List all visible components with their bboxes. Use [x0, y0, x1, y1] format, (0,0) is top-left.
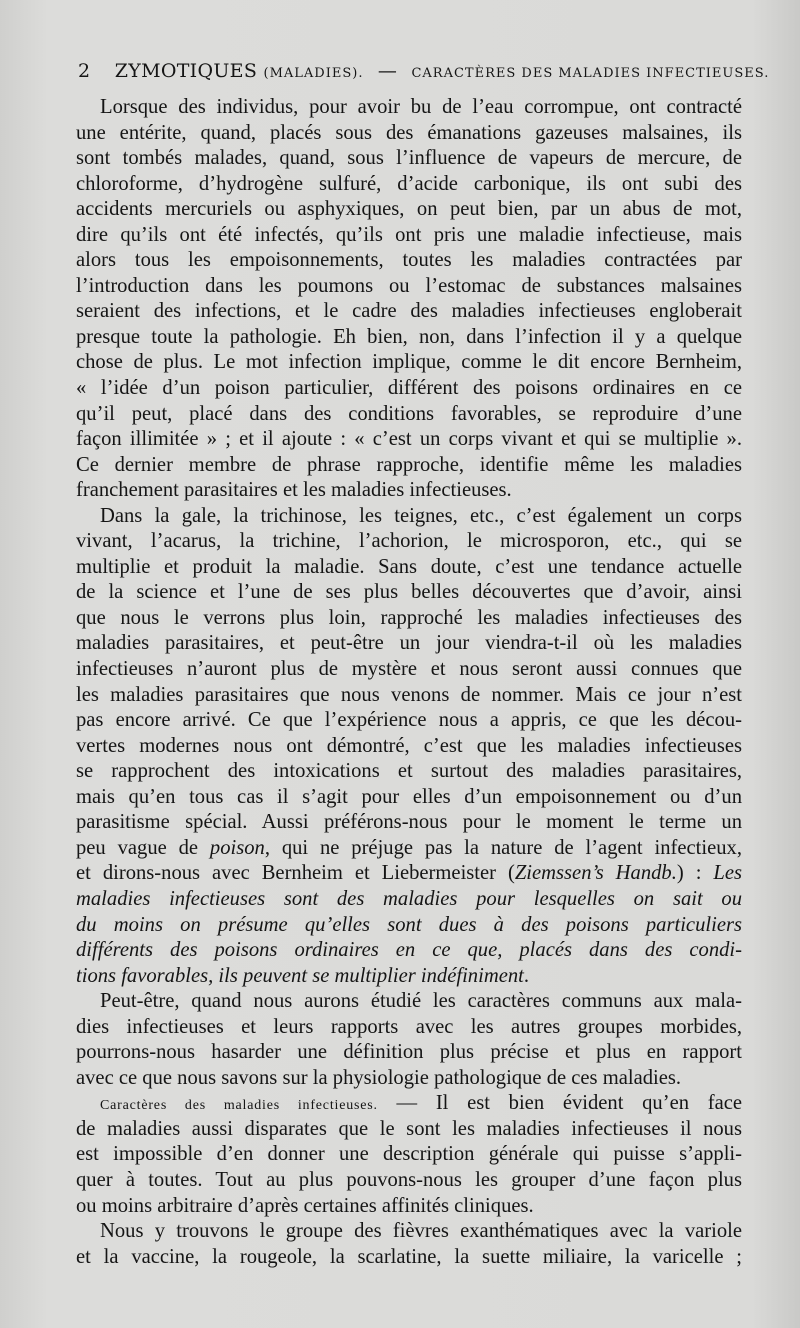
- text-segment: Caractères des maladies infectieuses.: [100, 1098, 378, 1114]
- text-segment: dire qu’ils ont été infectés, qu’ils ont pris une maladie infectieuse, mais: [76, 223, 742, 246]
- text-segment: que nous le verrons plus loin, rapproché les maladies infectieuses des: [76, 606, 742, 629]
- text-line: [76, 657, 742, 683]
- text-segment: chloroforme, d’hydrogène sulfuré, d’acide carbonique, ils ont subi des: [76, 172, 742, 195]
- text-segment: peu vague de: [76, 836, 210, 859]
- text-segment: qu’il peut, placé dans des conditions favorables, se reproduire d’une: [76, 402, 742, 425]
- page-number: 2: [78, 60, 91, 82]
- text-line: [76, 1066, 742, 1092]
- text-line: [76, 427, 742, 453]
- text-line: [76, 1194, 742, 1220]
- text-segment: façon illimitée » ; et il ajoute : « c’est un corps vivant et qui se multiplie ».: [76, 428, 742, 451]
- text-line: [76, 453, 742, 479]
- text-line: [76, 1219, 742, 1245]
- text-segment: infectieuses n’auront plus de mystère et nous seront aussi connues que: [76, 658, 742, 681]
- text-segment: tions favorables, ils peuvent se multiplier indéfiniment: [76, 964, 524, 987]
- text-line: [76, 121, 742, 147]
- text-segment: ) :: [676, 862, 714, 885]
- text-line: [76, 1245, 742, 1271]
- text-segment: vertes modernes nous ont démontré, c’est que les maladies infectieuses: [76, 734, 742, 757]
- text-line: [76, 1040, 742, 1066]
- text-line: [76, 683, 742, 709]
- text-line: [76, 810, 742, 836]
- text-line: [76, 478, 742, 504]
- text-segment: du moins on présume qu’elles sont dues à des poisons particuliers: [76, 913, 742, 936]
- text-segment: poison: [209, 836, 265, 859]
- text-line: [76, 146, 742, 172]
- text-segment: quer à toutes. Tout au plus pouvons-nous les grouper d’une façon plus: [76, 1168, 742, 1191]
- text-segment: les maladies parasitaires que nous venons de nommer. Mais ce jour n’est: [76, 683, 742, 706]
- text-segment: presque toute la pathologie. Eh bien, non, dans l’infection il y a quelque: [76, 325, 742, 348]
- text-segment: de la science et l’une de ses plus belles découvertes que d’avoir, ainsi: [76, 581, 742, 604]
- text-line: [76, 1117, 742, 1143]
- text-line: [76, 913, 742, 939]
- text-segment: dies infectieuses et leurs rapports avec les autres groupes morbides,: [76, 1015, 742, 1038]
- text-segment: Peut-être, quand nous aurons étudié les caractères communs aux mala-: [100, 990, 742, 1013]
- text-line: [76, 580, 742, 606]
- text-line: [76, 350, 742, 376]
- text-line: [76, 964, 742, 990]
- text-line: [76, 274, 742, 300]
- text-line: [76, 299, 742, 325]
- text-segment: Lorsque des individus, pour avoir bu de l’eau corrompue, ont contracté: [100, 96, 742, 118]
- text-segment: et dirons-nous avec Bernheim et Liebermeister (: [76, 862, 515, 885]
- text-segment: et la vaccine, la rougeole, la scarlatine, la suette miliaire, la varicelle ;: [76, 1245, 742, 1268]
- text-segment: franchement parasitaires et les maladies infectieuses.: [76, 479, 512, 502]
- text-segment: Ce dernier membre de phrase rapproche, identifie même les maladies: [76, 453, 742, 476]
- running-header: [78, 60, 770, 82]
- text-line: [76, 504, 742, 530]
- text-line: [76, 938, 742, 964]
- text-segment: Les: [713, 862, 742, 885]
- text-line: [76, 1015, 742, 1041]
- text-line: [76, 325, 742, 351]
- text-line: [76, 989, 742, 1015]
- text-segment: une entérite, quand, placés sous des émanations gazeuses malsaines, ils: [76, 121, 742, 144]
- text-segment: .: [523, 964, 530, 987]
- text-segment: maladies infectieuses sont des maladies pour lesquelles on sait ou: [76, 887, 742, 910]
- text-segment: est impossible d’en donner une description générale qui puisse s’appli-: [76, 1143, 742, 1166]
- text-line: [76, 555, 742, 581]
- text-segment: parasitisme spécial. Aussi préférons-nous pour le moment le terme un: [76, 811, 742, 834]
- text-line: [76, 172, 742, 198]
- text-line: [76, 836, 742, 862]
- text-segment: maladies parasitaires, et peut-être un jour viendra-t-il où les maladies: [76, 632, 742, 655]
- text-line: [76, 248, 742, 274]
- text-line: [76, 1142, 742, 1168]
- text-segment: , qui ne préjuge pas la nature de l’agent infectieux,: [264, 836, 742, 859]
- text-segment: alors tous les empoisonnements, toutes les maladies contractées par: [76, 249, 742, 272]
- text-segment: vivant, l’acarus, la trichine, l’achorion, le microsporon, etc., qui se: [76, 530, 742, 553]
- text-segment: mais qu’en tous cas il s’agit pour elles d’un empoisonnement ou d’un: [76, 785, 742, 808]
- text-line: [76, 223, 742, 249]
- header-title: ZYMOTIQUES: [114, 60, 258, 82]
- text-line: [76, 631, 742, 657]
- header-dash: —: [377, 60, 398, 82]
- text-line: [76, 887, 742, 913]
- text-segment: seraient des infections, et le cadre des maladies infectieuses engloberait: [76, 300, 742, 323]
- text-segment: Nous y trouvons le groupe des fièvres exanthématiques avec la variole: [100, 1220, 742, 1243]
- text-segment: Ziemssen’s Handb.: [514, 862, 677, 885]
- text-segment: avec ce que nous savons sur la physiologie pathologique de ces maladies.: [76, 1066, 682, 1089]
- text-segment: l’introduction dans les poumons ou l’estomac de substances malsaines: [76, 274, 742, 297]
- text-line: [76, 1168, 742, 1194]
- text-line: [76, 759, 742, 785]
- text-line: [76, 529, 742, 555]
- text-segment: pourrons-nous hasarder une définition plus précise et plus en rapport: [76, 1041, 742, 1064]
- text-segment: de maladies aussi disparates que le sont les maladies infectieuses il nous: [76, 1117, 742, 1140]
- text-segment: « l’idée d’un poison particulier, différent des poisons ordinaires en ce: [76, 377, 742, 400]
- header-title-paren: (MALADIES).: [263, 66, 364, 81]
- text-segment: accidents mercuriels ou asphyxiques, on peut bien, par un abus de mot,: [76, 198, 742, 221]
- text-line: [76, 376, 742, 402]
- text-segment: — Il est bien évident qu’en face: [377, 1092, 742, 1115]
- text-line: [76, 708, 742, 734]
- text-segment: pas encore arrivé. Ce que l’expérience nous a appris, ce que les décou-: [76, 709, 742, 732]
- text-line: [76, 197, 742, 223]
- text-segment: sont tombés malades, quand, sous l’influence de vapeurs de mercure, de: [76, 147, 742, 170]
- text-line: [76, 402, 742, 428]
- header-running-head: CARACTÈRES DES MALADIES INFECTIEUSES.: [411, 66, 770, 81]
- text-line: [76, 734, 742, 760]
- text-line: [76, 606, 742, 632]
- text-segment: différents des poisons ordinaires en ce que, placés dans des condi-: [76, 939, 742, 962]
- text-segment: se rapprochent des intoxications et surtout des maladies parasitaires,: [76, 760, 742, 783]
- body-text: [76, 95, 742, 1270]
- text-line: [76, 785, 742, 811]
- text-line: [76, 1091, 742, 1117]
- text-segment: multiplie et produit la maladie. Sans doute, c’est une tendance actuelle: [76, 555, 742, 578]
- text-line: [76, 95, 742, 121]
- text-segment: ou moins arbitraire d’après certaines affinités cliniques.: [76, 1194, 534, 1217]
- text-segment: chose de plus. Le mot infection implique, comme le dit encore Bernheim,: [76, 351, 742, 374]
- text-line: [76, 861, 742, 887]
- text-segment: Dans la gale, la trichinose, les teignes, etc., c’est également un corps: [100, 504, 742, 527]
